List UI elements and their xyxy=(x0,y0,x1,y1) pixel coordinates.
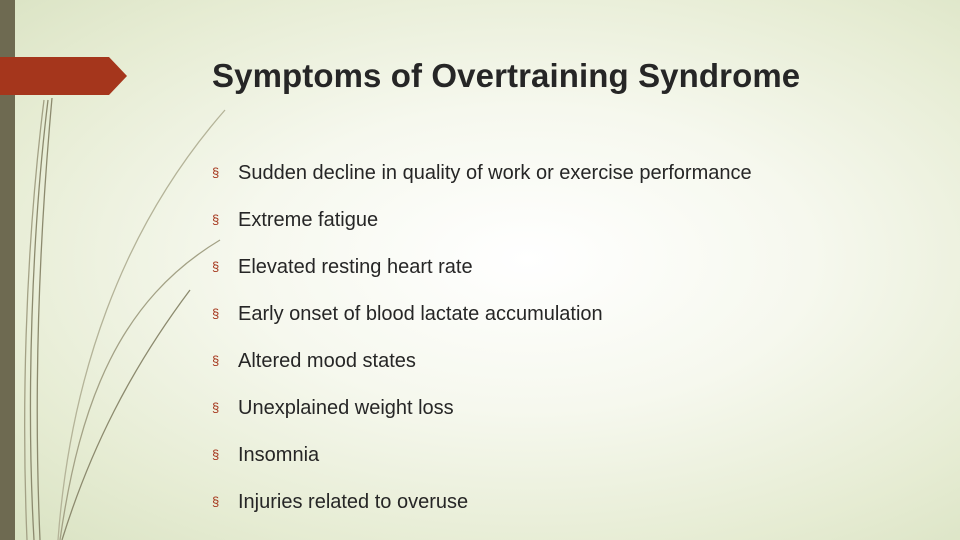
square-bullet-icon: § xyxy=(212,165,220,180)
square-bullet-icon: § xyxy=(212,447,220,462)
list-item xyxy=(212,291,752,338)
square-bullet-icon: § xyxy=(212,400,220,415)
list-item xyxy=(212,197,752,244)
list-item xyxy=(212,338,752,385)
decor-line xyxy=(62,290,190,540)
decor-line xyxy=(60,240,220,540)
decor-line xyxy=(37,98,52,540)
square-bullet-icon: § xyxy=(212,259,220,274)
square-bullet-icon: § xyxy=(212,306,220,321)
square-bullet-icon: § xyxy=(212,353,220,368)
symptom-list xyxy=(212,150,752,526)
list-item-text: Sudden decline in quality of work or exercise performance xyxy=(238,162,752,184)
list-item-text: Early onset of blood lactate accumulation xyxy=(238,303,603,325)
decor-line xyxy=(30,100,48,540)
list-item-text: Unexplained weight loss xyxy=(238,397,454,419)
list-item xyxy=(212,479,752,526)
list-item-text: Elevated resting heart rate xyxy=(238,256,473,278)
decor-line xyxy=(58,110,225,540)
square-bullet-icon: § xyxy=(212,494,220,509)
list-item xyxy=(212,244,752,291)
list-item-text: Injuries related to overuse xyxy=(238,491,469,513)
title-accent-tab xyxy=(0,57,130,95)
list-item-text: Altered mood states xyxy=(238,350,416,372)
list-item xyxy=(212,385,752,432)
slide-title: Symptoms of Overtraining Syndrome xyxy=(212,57,801,94)
list-item xyxy=(212,150,752,197)
square-bullet-icon: § xyxy=(212,212,220,227)
list-item-text: Insomnia xyxy=(238,444,320,466)
list-item xyxy=(212,432,752,479)
list-item-text: Extreme fatigue xyxy=(238,209,379,231)
